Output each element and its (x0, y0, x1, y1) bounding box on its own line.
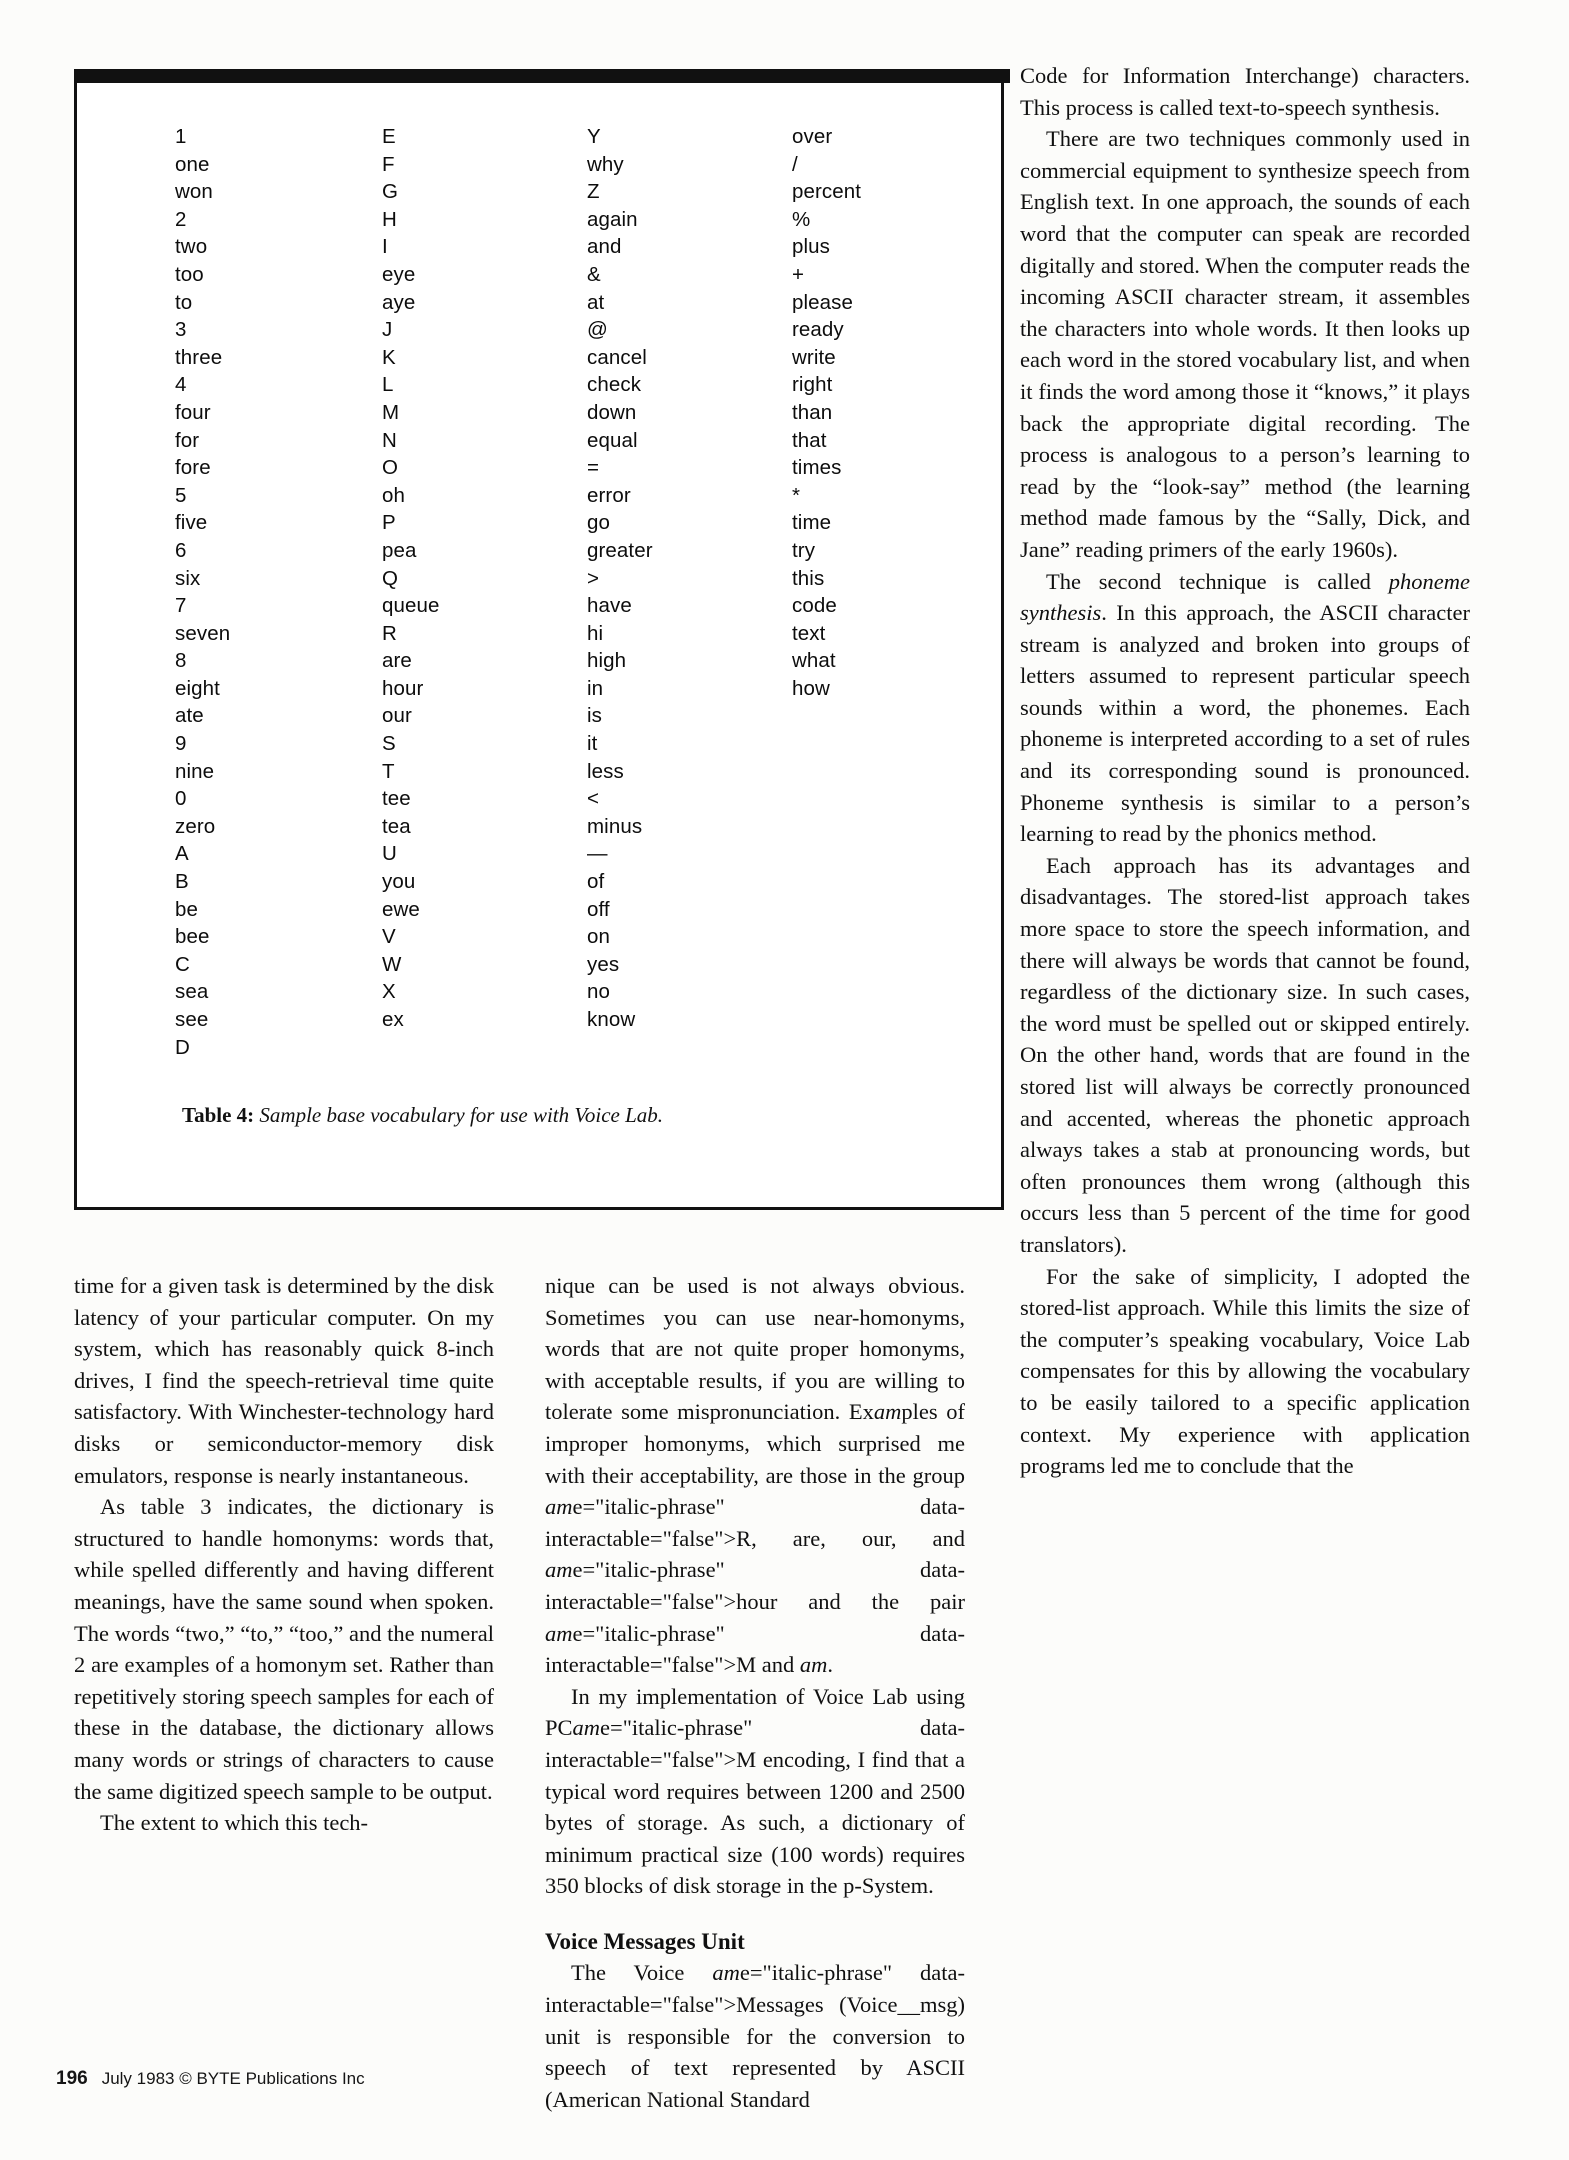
vocabulary-word: percent (792, 180, 862, 204)
paragraph: As table 3 indicates, the dictionary is structured to handle homonyms: words that, while spelled differently and having different meanings, have the same sound when spoken. The words “two,” “to,” “too,” and the numeral 2 are examples of a homonym set. Rather than repetitively storing speech samples for each of these in the database, the dictionary allows many words or strings of characters to cause the same digitized speech sample to be output. (74, 1494, 494, 1804)
vocabulary-word: U (382, 842, 397, 866)
italic-phrase: am (572, 1715, 601, 1741)
vocabulary-word: I (382, 235, 388, 259)
vocabulary-word: in (587, 676, 604, 700)
vocabulary-word: plus (792, 235, 831, 259)
vocabulary-word: oh (382, 483, 406, 507)
vocabulary-word: 7 (175, 594, 187, 618)
table-caption-text: Sample base vocabulary for use with Voice Lab. (259, 1103, 664, 1127)
vocabulary-word: queue (382, 594, 440, 618)
vocabulary-word: @ (587, 318, 608, 342)
vocabulary-word: please (792, 290, 854, 314)
vocabulary-word: won (175, 180, 213, 204)
vocabulary-word: be (175, 897, 199, 921)
italic-phrase: am (545, 1557, 573, 1583)
vocabulary-column-2 (382, 123, 587, 1061)
vocabulary-word: down (587, 400, 637, 424)
vocabulary-word: hour (382, 676, 424, 700)
vocabulary-columns (77, 123, 1001, 1061)
vocabulary-word: than (792, 400, 833, 424)
vocabulary-word: on (587, 925, 611, 949)
vocabulary-word: bee (175, 925, 210, 949)
vocabulary-word: K (382, 345, 396, 369)
vocabulary-word: H (382, 207, 397, 231)
vocabulary-word: 4 (175, 373, 187, 397)
vocabulary-word: write (792, 345, 836, 369)
vocabulary-word: our (382, 704, 412, 728)
vocabulary-word: B (175, 870, 189, 894)
vocabulary-column-3 (587, 123, 792, 1061)
body-column-left (74, 1270, 494, 1839)
vocabulary-word: off (587, 897, 610, 921)
vocabulary-word: check (587, 373, 642, 397)
vocabulary-word: X (382, 980, 396, 1004)
vocabulary-word: + (792, 262, 805, 286)
vocabulary-word: of (587, 870, 605, 894)
paragraph: The extent to which this tech- (100, 1810, 369, 1836)
vocabulary-word: % (792, 207, 811, 231)
vocabulary-word: hi (587, 621, 604, 645)
italic-phrase: am (545, 1620, 573, 1646)
vocabulary-word: P (382, 511, 396, 535)
vocabulary-word: high (587, 649, 627, 673)
vocabulary-word: five (175, 511, 208, 535)
vocabulary-word: you (382, 870, 416, 894)
vocabulary-word: 1 (175, 125, 187, 148)
vocabulary-word: R (382, 621, 397, 645)
vocabulary-word: too (175, 262, 204, 286)
paragraph: There are two techniques commonly used in commercial equipment to synthesize speech from English text. In one approach, the sounds of each word that the computer can speak are recorded digitally and stored. When the computer reads the incoming ASCII character stream, it assembles the characters into whole words. It then looks up each word in the stored vocabulary list, and when it finds the word among those it “knows,” it plays back the appropriate digital recording. The process is analogous to a person’s learning to read by the “look-say” method (the learning method made famous by the “Sally, Dick, and Jane” reading primers of the early 1960s). (1020, 126, 1470, 562)
vocabulary-word: 2 (175, 207, 187, 231)
vocabulary-word: how (792, 676, 830, 700)
vocabulary-word: T (382, 759, 395, 783)
vocabulary-word: to (175, 290, 193, 314)
paragraph: The Voice ame="italic-phrase" data-interactable="false">Messages (Voice__msg) unit is responsible for the conversion to speech of text represented by ASCII (American National Standard (545, 1960, 965, 2112)
vocabulary-word: equal (587, 428, 638, 452)
vocabulary-word: for (175, 428, 200, 452)
vocabulary-word: zero (175, 814, 216, 838)
body-column-middle (545, 1270, 965, 2115)
section-heading: Voice Messages Unit (545, 1928, 745, 1954)
vocabulary-word: * (792, 483, 801, 507)
vocabulary-word: go (587, 511, 611, 535)
vocabulary-word: / (792, 152, 798, 176)
vocabulary-word: time (792, 511, 832, 535)
vocabulary-word: > (587, 566, 600, 590)
italic-phrase: phoneme synthesis (1020, 568, 1470, 626)
body-column-right (1020, 60, 1470, 1482)
vocabulary-word: less (587, 759, 624, 783)
vocabulary-word: O (382, 456, 399, 480)
vocabulary-word: C (175, 952, 190, 976)
vocabulary-word: < (587, 787, 600, 811)
vocabulary-word: 5 (175, 483, 187, 507)
paragraph: time for a given task is determined by the disk latency of your particular computer. On my system, which has reasonably quick 8-inch drives, I find the speech-retrieval time quite satisfactory. With Winchester-technology hard disks or semiconductor-memory disk emulators, response is nearly instantaneous. (74, 1273, 494, 1488)
vocabulary-word: Y (587, 125, 601, 148)
vocabulary-word: 3 (175, 318, 187, 342)
vocabulary-word: G (382, 180, 399, 204)
paragraph: nique can be used is not always obvious. Sometimes you can use near-homonyms, words that are not quite proper homonyms, with acceptable results, if you are willing to tolerate some mispronunciation. Examples of improper homonyms, which surprised me with their acceptability, are those in the group ame="italic-phrase" data-interactable="false">R, are, our, and ame="italic-phrase" data-interactable="false">hour and the pair ame="italic-phrase" data-interactable="false">M and am. (545, 1273, 965, 1678)
vocabulary-word: J (382, 318, 393, 342)
vocabulary-word: 8 (175, 649, 187, 673)
paragraph: In my implementation of Voice Lab using PCame="italic-phrase" data-interactable="false">M encoding, I find that a typical word requires between 1200 and 2500 bytes of storage. As such, a dictionary of minimum practical size (100 words) requires 350 blocks of disk storage in the p-System. (545, 1683, 965, 1899)
vocabulary-word: again (587, 207, 638, 231)
table-4-figure (74, 80, 1004, 1210)
vocabulary-word: tea (382, 814, 411, 838)
vocabulary-word: 9 (175, 732, 187, 756)
vocabulary-word: seven (175, 621, 231, 645)
table-caption (182, 1103, 663, 1128)
vocabulary-word: W (382, 952, 402, 976)
vocabulary-word: no (587, 980, 611, 1004)
vocabulary-word: have (587, 594, 632, 618)
vocabulary-word: F (382, 152, 395, 176)
vocabulary-word: minus (587, 814, 643, 838)
vocabulary-word: error (587, 483, 631, 507)
vocabulary-word: it (587, 732, 598, 756)
vocabulary-word: three (175, 345, 223, 369)
italic-phrase: am (799, 1652, 828, 1678)
vocabulary-word: S (382, 732, 396, 756)
vocabulary-word: fore (175, 456, 211, 480)
vocabulary-word: tee (382, 787, 411, 811)
vocabulary-word: are (382, 649, 412, 673)
vocabulary-word: M (382, 400, 400, 424)
figure-top-rule (74, 69, 1010, 83)
vocabulary-word: A (175, 842, 189, 866)
vocabulary-word: six (175, 566, 201, 590)
page-footer (56, 2068, 365, 2090)
vocabulary-word: ate (175, 704, 204, 728)
footer-imprint: July 1983 © BYTE Publications Inc (101, 2069, 365, 2088)
vocabulary-word: is (587, 704, 603, 728)
italic-phrase: am (545, 1494, 573, 1520)
vocabulary-word: times (792, 456, 842, 480)
vocabulary-word: Z (587, 180, 600, 204)
vocabulary-word: 0 (175, 787, 187, 811)
vocabulary-word: eight (175, 676, 220, 700)
vocabulary-word: 6 (175, 538, 187, 562)
vocabulary-word: sea (175, 980, 209, 1004)
vocabulary-word: Q (382, 566, 399, 590)
vocabulary-word: over (792, 125, 833, 148)
vocabulary-word: what (792, 649, 836, 673)
vocabulary-word: one (175, 152, 210, 176)
paragraph: The second technique is called phoneme synthesis. In this approach, the ASCII character stream is analyzed and broken into groups of letters assumed to represent particular speech sounds within a word, the phonemes. Each phoneme is interpreted according to a set of rules and its corresponding sound is pronounced. Phoneme synthesis is similar to a person’s learning to read by the phonics method. (1020, 568, 1470, 847)
vocabulary-word: L (382, 373, 394, 397)
vocabulary-word: try (792, 538, 816, 562)
vocabulary-word: V (382, 925, 396, 949)
vocabulary-word: ewe (382, 897, 420, 921)
italic-phrase: am (873, 1399, 902, 1425)
paragraph: For the sake of simplicity, I adopted the stored-list approach. While this limits the size of the computer’s speaking vocabulary, Voice Lab compensates for this by allowing the vocabulary to be easily tailored to a specific application context. My experience with application programs led me to conclude that the (1020, 1263, 1470, 1479)
table-caption-label: Table 4: (182, 1103, 255, 1127)
vocabulary-word: aye (382, 290, 416, 314)
vocabulary-word: right (792, 373, 833, 397)
vocabulary-word: E (382, 125, 396, 148)
vocabulary-word: ex (382, 1008, 404, 1031)
vocabulary-word: text (792, 621, 826, 645)
vocabulary-word: that (792, 428, 827, 452)
italic-phrase: am (712, 1960, 740, 1986)
vocabulary-word: ready (792, 318, 844, 342)
vocabulary-word: greater (587, 538, 653, 562)
vocabulary-column-4 (792, 123, 992, 1061)
paragraph: Code for Information Interchange) characters. This process is called text-to-speech synthesis. (1020, 63, 1470, 120)
vocabulary-word: see (175, 1008, 209, 1031)
vocabulary-word: this (792, 566, 825, 590)
vocabulary-word: = (587, 456, 600, 480)
vocabulary-word: nine (175, 759, 215, 783)
vocabulary-word: code (792, 594, 837, 618)
vocabulary-word: N (382, 428, 397, 452)
vocabulary-word: four (175, 400, 211, 424)
paragraph: Each approach has its advantages and disadvantages. The stored-list approach takes more space to store the speech information, and there will always be words that cannot be found, regardless of the dictionary size. In such cases, the word must be spelled out or skipped entirely. On the other hand, words that are found in the stored list will always be correctly pronounced and accented, whereas the phonetic approach always takes a stab at pronouncing words, but often pronounces them wrong (although this occurs less than 5 percent of the time for good translators). (1020, 852, 1470, 1257)
vocabulary-word: D (175, 1035, 190, 1059)
vocabulary-word: & (587, 262, 601, 286)
vocabulary-word: — (587, 842, 608, 866)
vocabulary-word: and (587, 235, 622, 259)
vocabulary-word: why (587, 152, 624, 176)
page-number: 196 (56, 2068, 88, 2089)
vocabulary-word: pea (382, 538, 417, 562)
vocabulary-word: yes (587, 952, 620, 976)
vocabulary-word: two (175, 235, 208, 259)
vocabulary-word: know (587, 1008, 636, 1031)
vocabulary-word: at (587, 290, 605, 314)
vocabulary-word: cancel (587, 345, 647, 369)
vocabulary-column-1 (175, 123, 382, 1061)
vocabulary-word: eye (382, 262, 416, 286)
